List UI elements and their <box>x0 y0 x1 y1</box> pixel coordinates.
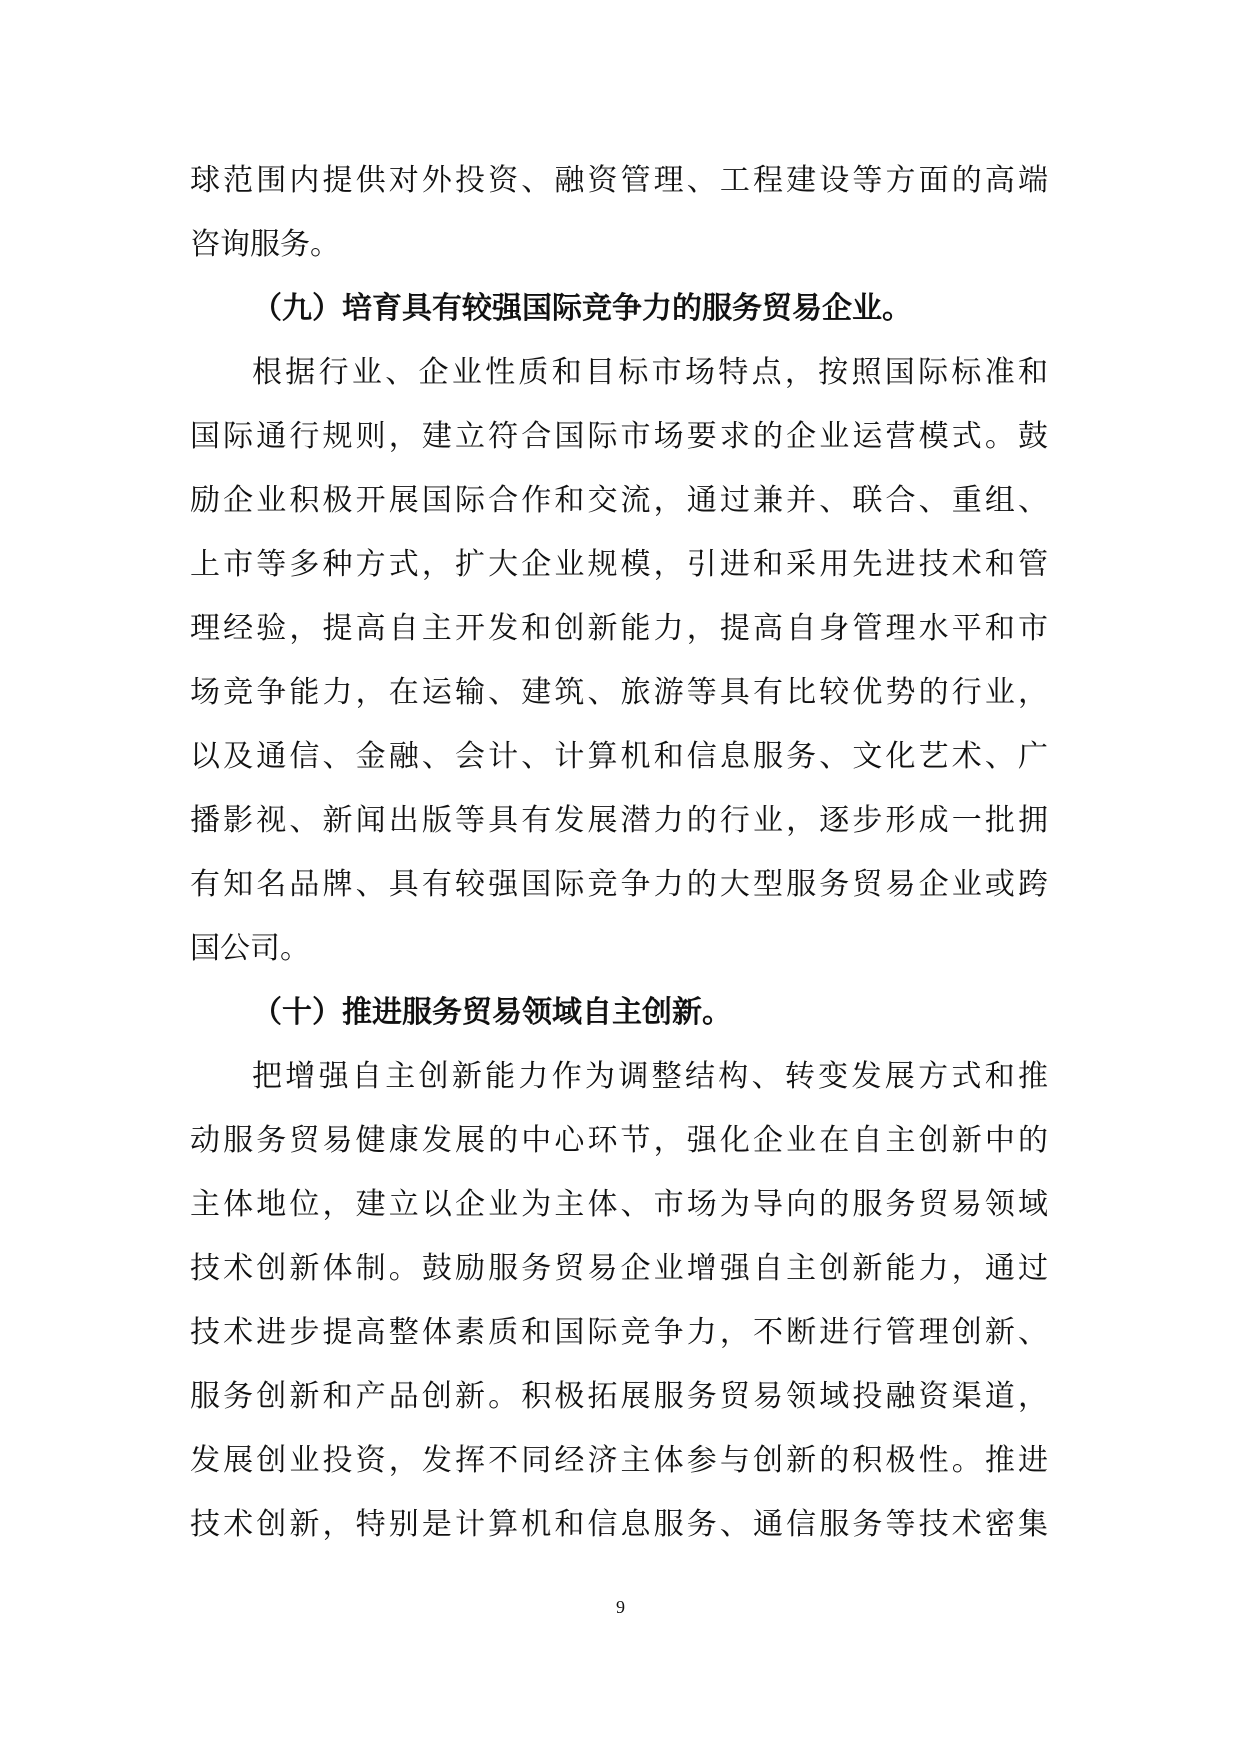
paragraph-line: 有知名品牌、具有较强国际竞争力的大型服务贸易企业或跨 <box>190 867 1048 902</box>
paragraph-line: 发展创业投资，发挥不同经济主体参与创新的积极性。推进 <box>190 1443 1048 1478</box>
paragraph-line: 技术创新体制。鼓励服务贸易企业增强自主创新能力，通过 <box>190 1251 1048 1286</box>
paragraph-line: 理经验，提高自主开发和创新能力，提高自身管理水平和市 <box>190 611 1048 646</box>
paragraph-line: 技术创新，特别是计算机和信息服务、通信服务等技术密集 <box>190 1507 1048 1542</box>
paragraph-line: 以及通信、金融、会计、计算机和信息服务、文化艺术、广 <box>190 739 1048 774</box>
paragraph-line: 球范围内提供对外投资、融资管理、工程建设等方面的高端 <box>190 163 1048 198</box>
paragraph-line: 技术进步提高整体素质和国际竞争力，不断进行管理创新、 <box>190 1315 1048 1350</box>
section-heading: （九）培育具有较强国际竞争力的服务贸易企业。 <box>252 291 912 326</box>
section-heading: （十）推进服务贸易领域自主创新。 <box>252 995 732 1030</box>
paragraph-line: 播影视、新闻出版等具有发展潜力的行业，逐步形成一批拥 <box>190 803 1048 838</box>
paragraph-line: 场竞争能力，在运输、建筑、旅游等具有比较优势的行业， <box>190 675 1048 710</box>
paragraph-line: 国公司。 <box>190 931 310 966</box>
paragraph-line: 咨询服务。 <box>190 227 340 262</box>
paragraph-line: 把增强自主创新能力作为调整结构、转变发展方式和推 <box>252 1059 1048 1094</box>
paragraph-line: 国际通行规则，建立符合国际市场要求的企业运营模式。鼓 <box>190 419 1048 454</box>
page-number: 9 <box>616 1597 625 1617</box>
paragraph-line: 根据行业、企业性质和目标市场特点，按照国际标准和 <box>252 355 1048 390</box>
paragraph-line: 上市等多种方式，扩大企业规模，引进和采用先进技术和管 <box>190 547 1048 582</box>
paragraph-line: 主体地位，建立以企业为主体、市场为导向的服务贸易领域 <box>190 1187 1048 1222</box>
paragraph-line: 服务创新和产品创新。积极拓展服务贸易领域投融资渠道， <box>190 1379 1048 1414</box>
paragraph-line: 动服务贸易健康发展的中心环节，强化企业在自主创新中的 <box>190 1123 1048 1158</box>
document-body <box>190 163 1048 1574</box>
paragraph-line: 励企业积极开展国际合作和交流，通过兼并、联合、重组、 <box>190 483 1048 518</box>
